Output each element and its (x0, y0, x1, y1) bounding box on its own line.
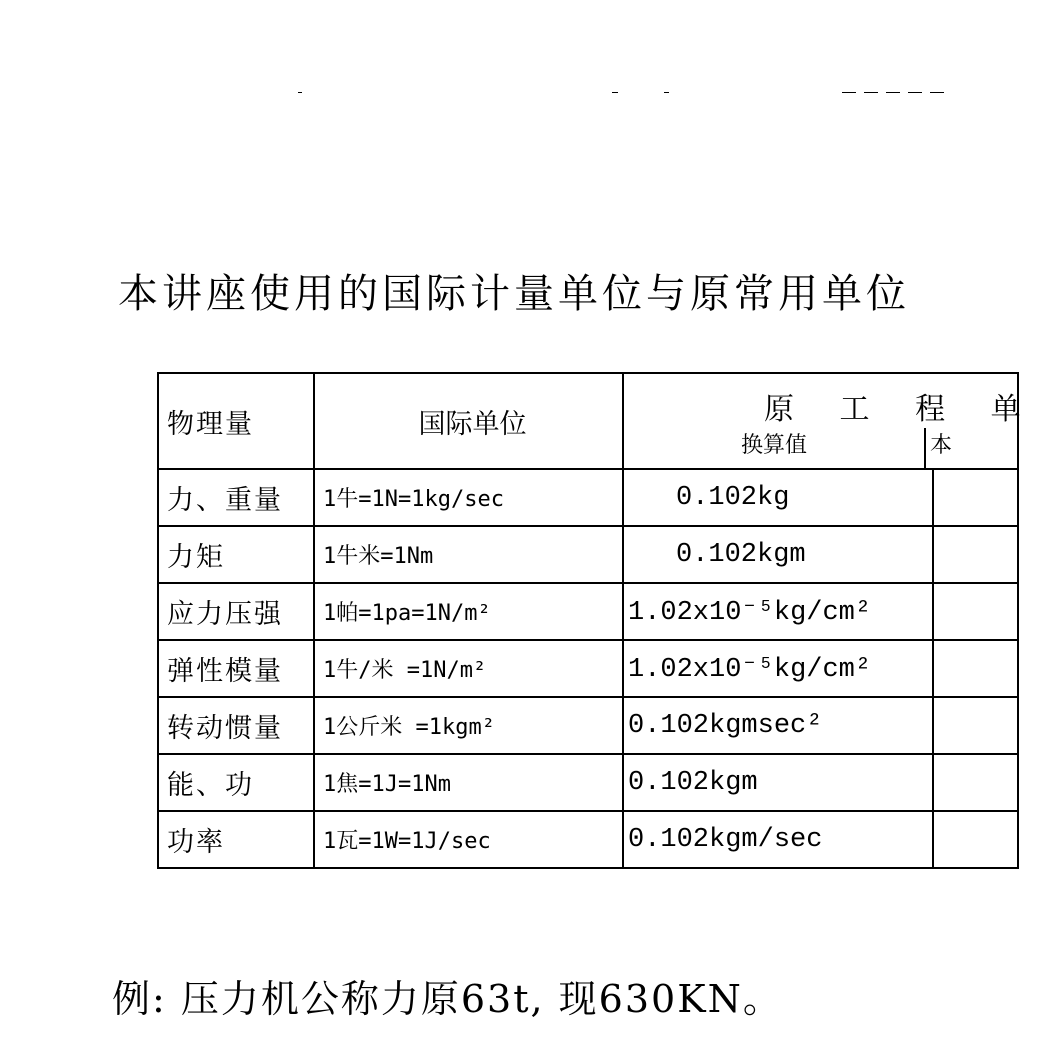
empty-cell (933, 583, 1018, 640)
quantity-cell: 应力压强 (158, 583, 314, 640)
scan-mark (842, 92, 950, 93)
si-unit-cell: 1焦=1J=1Nm (314, 754, 623, 811)
si-unit-cell: 1帕=1pa=1N/m² (314, 583, 623, 640)
table-row (158, 754, 1018, 811)
table-row (158, 811, 1018, 868)
scan-mark (664, 92, 669, 93)
table-row (158, 697, 1018, 754)
si-unit-cell: 1瓦=1W=1J/sec (314, 811, 623, 868)
table-header-row (158, 373, 1018, 469)
converted-value-cell: 0.102kgm/sec (623, 811, 933, 868)
empty-cell (933, 526, 1018, 583)
converted-value-cell: 0.102kg (623, 469, 933, 526)
empty-cell (933, 469, 1018, 526)
quantity-cell: 弹性模量 (158, 640, 314, 697)
header-original-unit (623, 373, 1039, 469)
empty-cell (933, 754, 1018, 811)
empty-cell (933, 697, 1018, 754)
converted-value-cell: 0.102kgmsec² (623, 697, 933, 754)
si-unit-cell: 1牛/米 =1N/m² (314, 640, 623, 697)
page-title: 本讲座使用的国际计量单位与原常用单位 (118, 271, 910, 317)
table-row (158, 469, 1018, 526)
header-partial: 本 (924, 428, 952, 468)
empty-cell (933, 811, 1018, 868)
quantity-cell: 功率 (158, 811, 314, 868)
scan-mark (298, 92, 302, 93)
example-note: 例: 压力机公称力原63t, 现630KN。 (112, 977, 783, 1021)
header-si-unit: 国际单位 (314, 373, 623, 469)
table-row (158, 526, 1018, 583)
si-unit-cell: 1牛米=1Nm (314, 526, 623, 583)
table-row (158, 583, 1018, 640)
table-row (158, 640, 1018, 697)
header-original-title: 原 工 程 单 (764, 392, 1039, 427)
si-unit-cell: 1牛=1N=1kg/sec (314, 469, 623, 526)
units-table (157, 372, 1039, 916)
si-unit-cell: 1公斤米 =1kgm² (314, 697, 623, 754)
converted-value-cell: 1.02x10⁻⁵kg/cm² (623, 640, 933, 697)
empty-cell (933, 640, 1018, 697)
converted-value-cell: 0.102kgm (623, 526, 933, 583)
converted-value-cell: 0.102kgm (623, 754, 933, 811)
quantity-cell: 力矩 (158, 526, 314, 583)
header-converted: 换算值 (740, 433, 807, 458)
converted-value-cell: 1.02x10⁻⁵kg/cm² (623, 583, 933, 640)
quantity-cell: 转动惯量 (158, 697, 314, 754)
quantity-cell: 能、功 (158, 754, 314, 811)
header-quantity: 物理量 (158, 373, 314, 469)
quantity-cell: 力、重量 (158, 469, 314, 526)
scan-mark (612, 92, 618, 93)
